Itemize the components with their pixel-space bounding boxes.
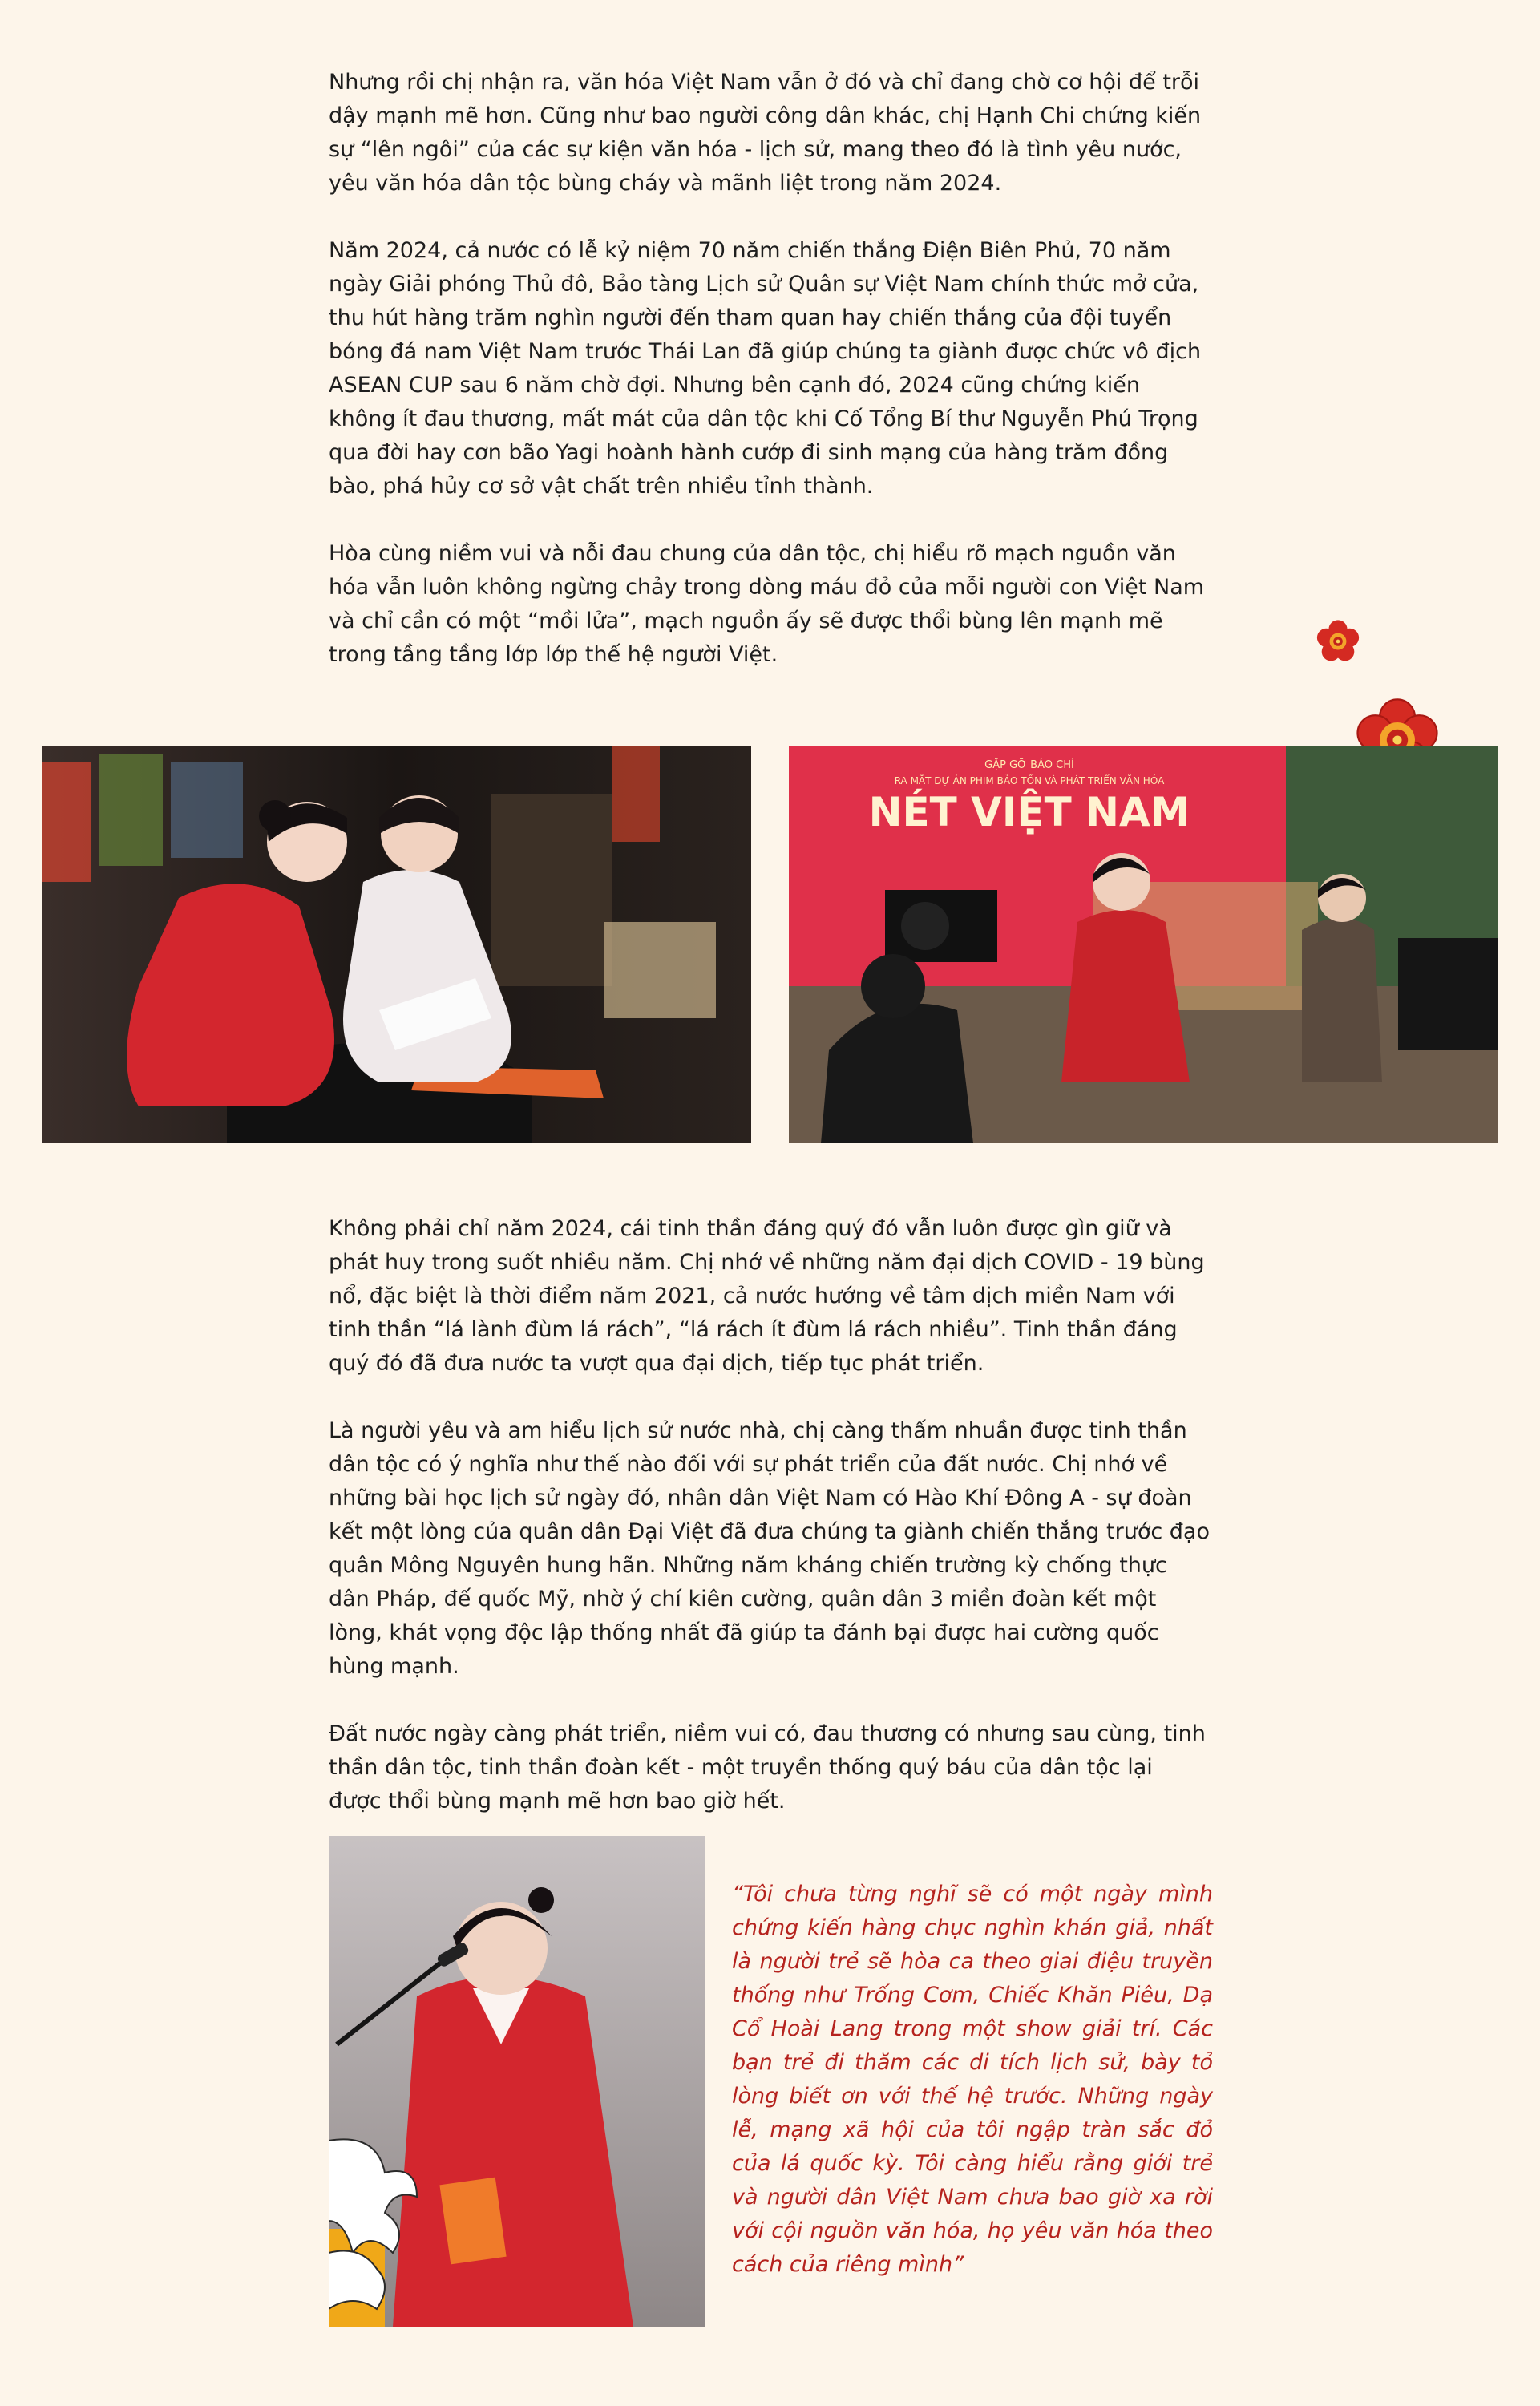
banner-sub-text: RA MẮT DỰ ÁN PHIM BẢO TỒN VÀ PHÁT TRIỂN VĂN HÓA (894, 775, 1165, 786)
paragraph: Năm 2024, cả nước có lễ kỷ niệm 70 năm chiến thắng Điện Biên Phủ, 70 năm ngày Giải phóng Thủ đô, Bảo tàng Lịch sử Quân sự Việt Nam chính thức mở cửa, thu hút hàng trăm nghìn người đến tham quan hay chiến thắng của đội tuyển bóng đá nam Việt Nam trước Thái Lan đã giúp chúng ta giành được chức vô địch ASEAN CUP sau 6 năm chờ đợi. Nhưng bên cạnh đó, 2024 cũng chứng kiến không ít đau thương, mất mát của dân tộc khi Cố Tổng Bí thư Nguyễn Phú Trọng qua đời hay cơn bão Yagi hoành hành cướp đi sinh mạng của hàng trăm đồng bào, phá hủy cơ sở vật chất trên nhiều tỉnh thành. (329, 238, 1202, 499)
plum-blossom-icon (1315, 618, 1361, 665)
paragraph: Nhưng rồi chị nhận ra, văn hóa Việt Nam vẫn ở đó và chỉ đang chờ cơ hội để trỗi dậy mạnh mẽ hơn. Cũng như bao người công dân khác, chị Hạnh Chi chứng kiến sự “lên ngôi” của các sự kiện văn hóa - lịch sử, mang theo đó là tình yêu nước, yêu văn hóa dân tộc bùng cháy và mãnh liệt trong năm 2024. (329, 70, 1202, 196)
photo-press-event (789, 746, 1498, 1143)
article-section-2 (329, 1212, 1211, 1852)
photo-illustration (329, 1836, 705, 2327)
photo-women-reading (42, 746, 751, 1143)
pull-quote: “Tôi chưa từng nghĩ sẽ có một ngày mình chứng kiến hàng chục nghìn khán giả, nhất là người trẻ sẽ hòa ca theo giai điệu truyền thống như Trống Cơm, Chiếc Khăn Piêu, Dạ Cổ Hoài Lang trong một show giải trí. Các bạn trẻ đi thăm các di tích lịch sử, bày tỏ lòng biết ơn với thế hệ trước. Những ngày lễ, mạng xã hội của tôi ngập tràn sắc đỏ của lá quốc kỳ. Tôi càng hiểu rằng giới trẻ và người dân Việt Nam chưa bao giờ xa rời với cội nguồn văn hóa, họ yêu văn hóa theo cách của riêng mình” (732, 1882, 1213, 2277)
article-section-1 (329, 66, 1211, 706)
paragraph: Là người yêu và am hiểu lịch sử nước nhà, chị càng thấm nhuần được tinh thần dân tộc có ý nghĩa như thế nào đối với sự phát triển của đất nước. Chị nhớ về những bài học lịch sử ngày đó, nhân dân Việt Nam có Hào Khí Đông A - sự đoàn kết một lòng của quân dân Đại Việt đã đưa chúng ta giành chiến thắng trước đạo quân Mông Nguyên hung hãn. Những năm kháng chiến trường kỳ chống thực dân Pháp, đế quốc Mỹ, nhờ ý chí kiên cường, quân dân 3 miền đoàn kết một lòng, khát vọng độc lập thống nhất đã giúp ta đánh bại được hai cường quốc hùng mạnh. (329, 1418, 1210, 1679)
paragraph: Không phải chỉ năm 2024, cái tinh thần đáng quý đó vẫn luôn được gìn giữ và phát huy trong suốt nhiều năm. Chị nhớ về những năm đại dịch COVID - 19 bùng nổ, đặc biệt là thời điểm năm 2021, cả nước hướng về tâm dịch miền Nam với tinh thần “lá lành đùm lá rách”, “lá rách ít đùm lá rách nhiều”. Tinh thần đáng quý đó đã đưa nước ta vượt qua đại dịch, tiếp tục phát triển. (329, 1216, 1205, 1376)
photo-speaker (329, 1836, 705, 2327)
paragraph: Đất nước ngày càng phát triển, niềm vui có, đau thương có nhưng sau cùng, tinh thần dân tộc, tinh thần đoàn kết - một truyền thống quý báu của dân tộc lại được thổi bùng mạnh mẽ hơn bao giờ hết. (329, 1721, 1206, 1814)
photo-illustration (42, 746, 751, 1143)
banner-small-text: GẶP GỠ BÁO CHÍ (984, 759, 1074, 771)
paragraph: Hòa cùng niềm vui và nỗi đau chung của dân tộc, chị hiểu rõ mạch nguồn văn hóa vẫn luôn không ngừng chảy trong dòng máu đỏ của mỗi người con Việt Nam và chỉ cần có một “mồi lửa”, mạch nguồn ấy sẽ được thổi bùng lên mạnh mẽ trong tầng tầng lớp lớp thế hệ người Việt. (329, 541, 1205, 667)
photo-illustration (789, 746, 1498, 1143)
banner-title: NÉT VIỆT NAM (868, 789, 1190, 835)
